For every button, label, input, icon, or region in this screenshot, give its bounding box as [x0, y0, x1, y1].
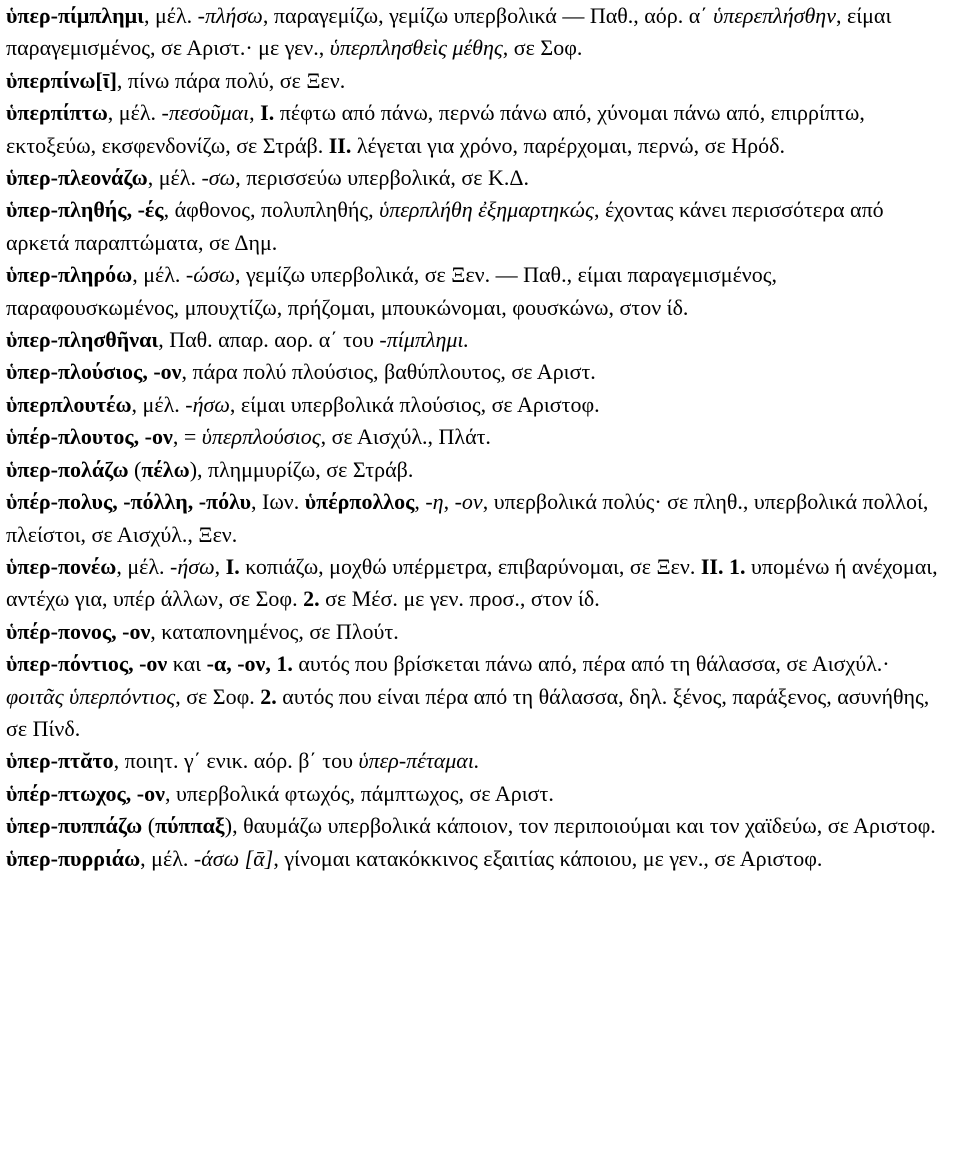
- dictionary-entry: [6, 356, 952, 388]
- entry-text: , πίνω πάρα πολύ, σε Ξεν.: [116, 67, 346, 93]
- entry-text: , Ιων.: [251, 489, 305, 515]
- dictionary-entry: [6, 616, 952, 648]
- entry-italic-text: -η: [425, 489, 444, 515]
- entry-text: , γεμίζω υπερβολικά, σε Ξεν. — Παθ., είμαι παραγεμισμένος, παραφουσκωμένος, μπουχτίζω, πρήζομαι, μπουκώνομαι, φουσκώνω, στον ίδ.: [6, 262, 777, 320]
- entry-text: αυτός που βρίσκεται πάνω από, πέρα από τη θάλασσα, σε Αισχύλ.·: [292, 651, 890, 677]
- entry-text: , μέλ.: [131, 391, 186, 417]
- entry-italic-text: ὑπερ-πέταμαι.: [358, 748, 480, 774]
- entry-text: ,: [443, 489, 455, 515]
- entry-text: , σε Σοφ.: [502, 35, 583, 61]
- entry-headword: ὑπερ-πληθής, -ές: [6, 197, 164, 223]
- entry-headword: ὑπερ-πόντιος, -ον: [6, 651, 168, 677]
- dictionary-entry: [6, 0, 952, 65]
- entry-bold-text: πύππαξ: [155, 813, 225, 839]
- entry-headword: ὑπέρ-πονος, -ον: [6, 618, 151, 644]
- entry-bold-text: ὑπέρπολλος: [304, 489, 415, 515]
- entry-headword: ὑπερ-πτᾰτο: [6, 748, 114, 774]
- entry-italic-text: -πεσοῦμαι: [161, 100, 250, 126]
- entry-headword: ὑπερ-πλησθῆναι: [6, 327, 159, 353]
- entry-text: , μέλ.: [132, 262, 186, 288]
- entry-bold-text: πέλω: [141, 456, 190, 482]
- entry-headword: ὑπερπλουτέω: [6, 391, 132, 417]
- entry-text: πέφτω από πάνω, περνώ πάνω από, χύνομαι πάνω από, επιρρίπτω, εκτοξεύω, εκσφενδονίζω, σε Στράβ.: [6, 100, 865, 158]
- entry-text: υπομένω ή ανέχομαι, αντέχω για, υπέρ άλλων, σε Σοφ.: [6, 553, 938, 612]
- dictionary-entry: [6, 551, 952, 616]
- entry-headword: ὑπερ-πλεονάζω: [6, 165, 148, 191]
- entry-bold-text: 2.: [303, 586, 320, 612]
- entry-text: , σε Σοφ.: [175, 683, 261, 709]
- dictionary-entry: [6, 162, 952, 194]
- entry-italic-text: -πίμπλημι.: [379, 327, 470, 353]
- entry-italic-text: ὑπερπλήθη ἐξημαρτηκώς: [379, 197, 594, 223]
- entry-text: , =: [172, 424, 202, 450]
- entry-text: , ποιητ. γ΄ ενικ. αόρ. β΄ του: [113, 748, 359, 774]
- entry-text: , καταπονημένος, σε Πλούτ.: [150, 618, 399, 644]
- entry-text: , Παθ. απαρ. αορ. α΄ του: [158, 327, 380, 353]
- entry-bold-text: 2.: [260, 683, 277, 709]
- entry-bold-text: II. 1.: [700, 553, 746, 579]
- entry-text: αυτός που είναι πέρα από τη θάλασσα, δηλ. ξένος, παράξενος, ασυνήθης, σε Πίνδ.: [6, 683, 930, 741]
- entry-bold-text: I.: [260, 100, 275, 126]
- entry-headword: ὑπερ-πληρόω: [6, 262, 133, 288]
- dictionary-entry: [6, 486, 952, 551]
- dictionary-entry: [6, 194, 952, 259]
- entry-bold-text: II.: [328, 132, 352, 158]
- entry-text: , είμαι υπερβολικά πλούσιος, σε Αριστοφ.: [229, 391, 600, 417]
- entry-text: (: [128, 456, 142, 482]
- entry-headword: ὑπερ-πολάζω: [6, 456, 129, 482]
- entry-text: κοπιάζω, μοχθώ υπέρμετρα, επιβαρύνομαι, σε Ξεν.: [239, 553, 701, 579]
- entry-text: , άφθονος, πολυπληθής,: [163, 197, 380, 223]
- entry-text: και: [167, 651, 207, 677]
- entry-headword: ὑπέρ-πολυς, -πόλλη, -πόλυ: [6, 489, 251, 515]
- entry-italic-text: -ώσω: [185, 262, 235, 288]
- entry-italic-text: ὑπερεπλήσθην: [713, 3, 836, 28]
- dictionary-entry: [6, 778, 952, 810]
- entry-headword: ὑπερπίπτω: [6, 100, 108, 126]
- entry-text: , παραγεμίζω, γεμίζω υπερβολικά — Παθ., αόρ. α΄: [262, 3, 714, 28]
- dictionary-entry: [6, 97, 952, 162]
- entry-italic-text: ὑπερπλούσιος: [201, 424, 321, 450]
- entry-italic-text: φοιτᾶς ὑπερπόντιος: [6, 683, 176, 709]
- entry-text: (: [142, 813, 156, 839]
- entry-text: , υπερβολικά φτωχός, πάμπτωχος, σε Αριστ.: [164, 780, 554, 806]
- dictionary-entry: [6, 648, 952, 745]
- entry-text: ,: [414, 489, 426, 515]
- entry-italic-text: -ήσω: [170, 553, 215, 579]
- entry-italic-text: -πλήσω: [197, 3, 263, 28]
- entry-italic-text: -άσω [ᾱ]: [193, 845, 274, 871]
- dictionary-entry: [6, 843, 952, 875]
- entry-italic-text: -σω: [201, 165, 236, 191]
- entry-text: λέγεται για χρόνο, παρέρχομαι, περνώ, σε Ηρόδ.: [351, 132, 785, 158]
- entry-text: , σε Αισχύλ., Πλάτ.: [320, 424, 491, 450]
- entry-text: , πάρα πολύ πλούσιος, βαθύπλουτος, σε Αριστ.: [181, 359, 596, 385]
- entry-text: ,: [249, 100, 261, 126]
- entry-bold-text: I.: [225, 553, 240, 579]
- dictionary-entry: [6, 65, 952, 97]
- dictionary-entry: [6, 259, 952, 324]
- entry-headword: ὑπερ-πίμπλημι: [6, 3, 144, 28]
- entry-text: , μέλ.: [116, 553, 171, 579]
- entry-italic-text: -ον: [454, 489, 483, 515]
- dictionary-entry: [6, 454, 952, 486]
- entry-italic-text: ὑπερπλησθεὶς μέθης: [329, 35, 503, 61]
- entry-text: , περισσεύω υπερβολικά, σε Κ.Δ.: [235, 165, 530, 191]
- entry-text: , μέλ.: [143, 3, 198, 28]
- entry-headword: ὑπερ-πλούσιος, -ον: [6, 359, 182, 385]
- dictionary-entry: [6, 745, 952, 777]
- entry-text: , υπερβολικά πολύς· σε πληθ., υπερβολικά πολλοί, πλείστοι, σε Αισχύλ., Ξεν.: [6, 489, 929, 547]
- entry-text: , μέλ.: [147, 165, 202, 191]
- entry-headword: ὑπέρ-πτωχος, -ον: [6, 780, 165, 806]
- dictionary-entry: [6, 421, 952, 453]
- entry-text: , μέλ.: [107, 100, 162, 126]
- entry-headword: ὑπέρ-πλουτος, -ον: [6, 424, 173, 450]
- entry-text: ), πλημμυρίζω, σε Στράβ.: [189, 456, 414, 482]
- entry-headword: ὑπερπίνω[ῑ]: [6, 67, 117, 93]
- entry-headword: ὑπερ-πυρριάω: [6, 845, 141, 871]
- entry-headword: ὑπερ-πυππάζω: [6, 813, 143, 839]
- entry-text: , έχοντας κάνει περισσότερα από αρκετά παραπτώματα, σε Δημ.: [6, 197, 884, 255]
- entry-headword: ὑπερ-πονέω: [6, 553, 117, 579]
- entry-text: , γίνομαι κατακόκκινος εξαιτίας κάποιου, με γεν., σε Αριστοφ.: [273, 845, 823, 871]
- dictionary-entry: [6, 389, 952, 421]
- entry-text: ), θαυμάζω υπερβολικά κάποιον, τον περιποιούμαι και τον χαϊδεύω, σε Αριστοφ.: [224, 813, 936, 839]
- entry-italic-text: -ήσω: [185, 391, 230, 417]
- entry-text: , είμαι παραγεμισμένος, σε Αριστ.· με γεν.,: [6, 3, 892, 61]
- dictionary-entry: [6, 810, 952, 842]
- dictionary-entry: [6, 324, 952, 356]
- entry-text: ,: [214, 553, 226, 579]
- entry-bold-text: -α, -ον, 1.: [206, 651, 293, 677]
- entry-text: σε Μέσ. με γεν. προσ., στον ίδ.: [319, 586, 600, 612]
- entry-text: , μέλ.: [140, 845, 194, 871]
